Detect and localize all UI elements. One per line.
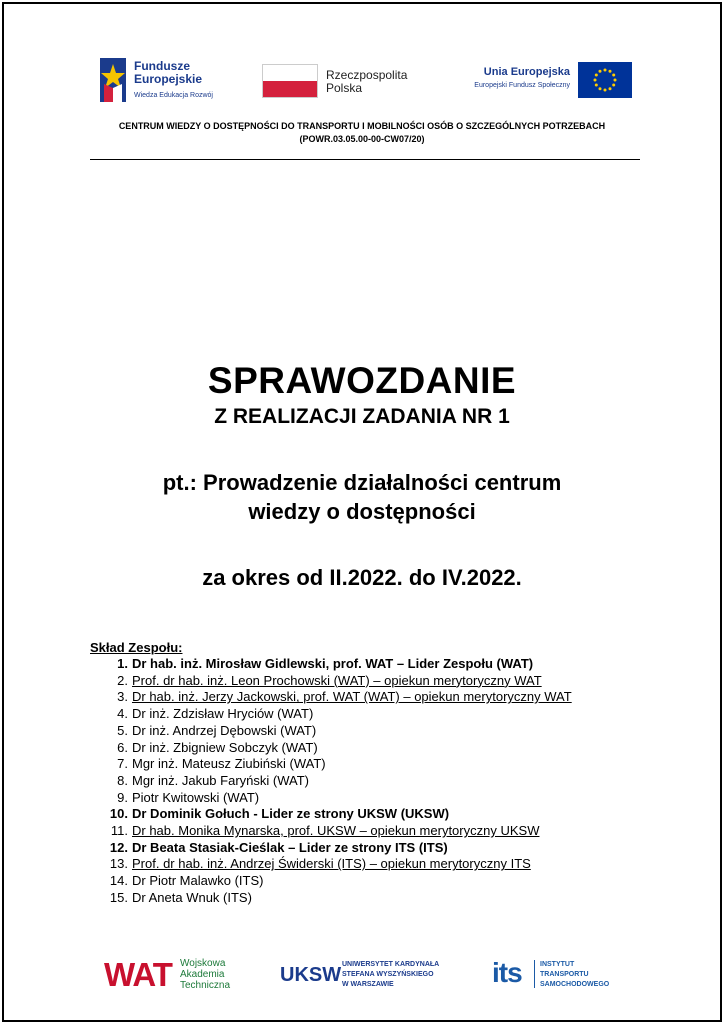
header-logos (100, 56, 632, 106)
fundusze-line1: Fundusze (134, 59, 190, 73)
list-item-text: Dr Aneta Wnuk (ITS) (132, 889, 252, 905)
list-item (90, 673, 650, 690)
list-item-text: Mgr inż. Mateusz Ziubiński (WAT) (132, 756, 326, 772)
list-item-number: 4. (117, 706, 128, 722)
list-item-number: 10. (109, 806, 128, 822)
list-item (90, 656, 650, 673)
ue-line1: Unia Europejska (483, 66, 570, 78)
list-item-number: 11. (110, 823, 128, 839)
wat-line3: Techniczna (180, 980, 231, 991)
list-item (90, 806, 650, 823)
list-item (90, 823, 650, 840)
project-code: (POWR.03.05.00-00-CW07/20) (299, 134, 425, 144)
team-heading: Skład Zespołu: (90, 640, 183, 655)
list-item-number: 5. (117, 722, 128, 738)
wat-line2: Akademia (180, 969, 225, 980)
list-item-number: 12. (109, 839, 128, 855)
its-abbr: its (492, 957, 522, 988)
report-period: za okres od II.2022. do IV.2022. (202, 565, 522, 590)
list-item-text: Dr Dominik Gołuch - Lider ze strony UKSW (UKSW) (132, 806, 450, 822)
wat-line1: Wojskowa (180, 958, 226, 969)
list-item (90, 723, 650, 740)
list-item (90, 790, 650, 807)
list-item (90, 890, 650, 907)
list-item-number: 9. (117, 789, 128, 805)
list-item-text: Dr Beata Stasiak-Cieślak – Lider ze strony ITS (ITS) (132, 839, 448, 855)
rp-line2: Polska (326, 81, 363, 95)
rp-line1: Rzeczpospolita (326, 68, 408, 82)
uksw-line2: STEFANA WYSZYŃSKIEGO (342, 971, 434, 978)
fundusze-tagline: Wiedza Edukacja Rozwój (134, 92, 213, 99)
report-title (4, 360, 720, 430)
list-item-text: Dr hab. inż. Jerzy Jackowski, prof. WAT (WAT) – opiekun merytoryczny WAT (132, 689, 572, 705)
subject-line1: pt.: Prowadzenie działalności centrum (162, 470, 562, 495)
list-item-text: Dr hab. inż. Mirosław Gidlewski, prof. WAT – Lider Zespołu (WAT) (132, 656, 534, 671)
its-line3: SAMOCHODOWEGO (540, 981, 610, 988)
polish-flag-icon (262, 64, 318, 98)
list-item-number: 15. (109, 889, 128, 905)
eu-flag-icon (578, 62, 632, 98)
list-item-text: Dr hab. Monika Mynarska, prof. UKSW – opiekun merytoryczny UKSW (132, 823, 540, 839)
fundusze-line2: Europejskie (134, 72, 203, 86)
rp-name (326, 69, 407, 95)
team-section (90, 640, 650, 907)
list-item (90, 856, 650, 873)
list-item-text: Dr inż. Zbigniew Sobczyk (WAT) (132, 739, 318, 755)
its-name (540, 960, 609, 990)
project-header (4, 120, 720, 146)
uksw-abbr: UKSW (280, 964, 342, 986)
footer-logos (100, 956, 628, 996)
list-item-number: 1. (117, 656, 128, 671)
list-item (90, 773, 650, 790)
fundusze-name (134, 60, 202, 86)
list-item-text: Dr inż. Andrzej Dębowski (WAT) (132, 722, 317, 738)
title-main: SPRAWOZDANIE (207, 360, 517, 401)
ue-line2: Europejski Fundusz Społeczny (474, 82, 570, 89)
list-item-number: 14. (109, 873, 128, 889)
list-item-number: 7. (117, 756, 128, 772)
list-item-text: Piotr Kwitowski (WAT) (132, 789, 260, 805)
list-item-number: 8. (117, 772, 128, 788)
rzeczpospolita-logo (262, 64, 432, 104)
list-item-text: Dr inż. Zdzisław Hryciów (WAT) (132, 706, 314, 722)
list-item (90, 689, 650, 706)
unia-europejska-logo (450, 62, 632, 102)
subject-line2: wiedzy o dostępności (248, 499, 476, 524)
uksw-line3: W WARSZAWIE (342, 981, 394, 988)
list-item (90, 706, 650, 723)
report-subject (4, 468, 720, 526)
project-name: CENTRUM WIEDZY O DOSTĘPNOŚCI DO TRANSPORTU I MOBILNOŚCI OSÓB O SZCZEGÓLNYCH POTRZEBACH (118, 121, 606, 131)
uksw-line1: UNIWERSYTET KARDYNAŁA (342, 961, 440, 968)
list-item (90, 840, 650, 857)
uksw-name (342, 960, 439, 990)
list-item-number: 3. (117, 689, 128, 705)
list-item-number: 2. (117, 672, 128, 688)
fundusze-europejskie-logo (100, 56, 240, 106)
list-item-number: 6. (117, 739, 128, 755)
list-item-number: 13. (109, 856, 128, 872)
list-item-text: Mgr inż. Jakub Faryński (WAT) (132, 772, 309, 788)
title-sub: Z REALIZACJI ZADANIA NR 1 (214, 405, 510, 428)
team-list (90, 656, 650, 907)
wat-name (180, 958, 230, 991)
document-page (2, 2, 722, 1022)
header-divider (90, 159, 640, 160)
list-item-text: Prof. dr hab. inż. Andrzej Świderski (ITS) – opiekun merytoryczny ITS (132, 856, 531, 872)
fundusze-star-icon (100, 58, 126, 102)
wat-abbr: WAT (104, 956, 172, 993)
list-item-text: Dr Piotr Malawko (ITS) (132, 873, 264, 889)
its-line2: TRANSPORTU (540, 971, 589, 978)
its-divider (534, 960, 535, 988)
list-item (90, 740, 650, 757)
list-item (90, 873, 650, 890)
list-item (90, 756, 650, 773)
its-line1: INSTYTUT (540, 961, 575, 968)
list-item-text: Prof. dr hab. inż. Leon Prochowski (WAT) – opiekun merytoryczny WAT (132, 672, 542, 688)
